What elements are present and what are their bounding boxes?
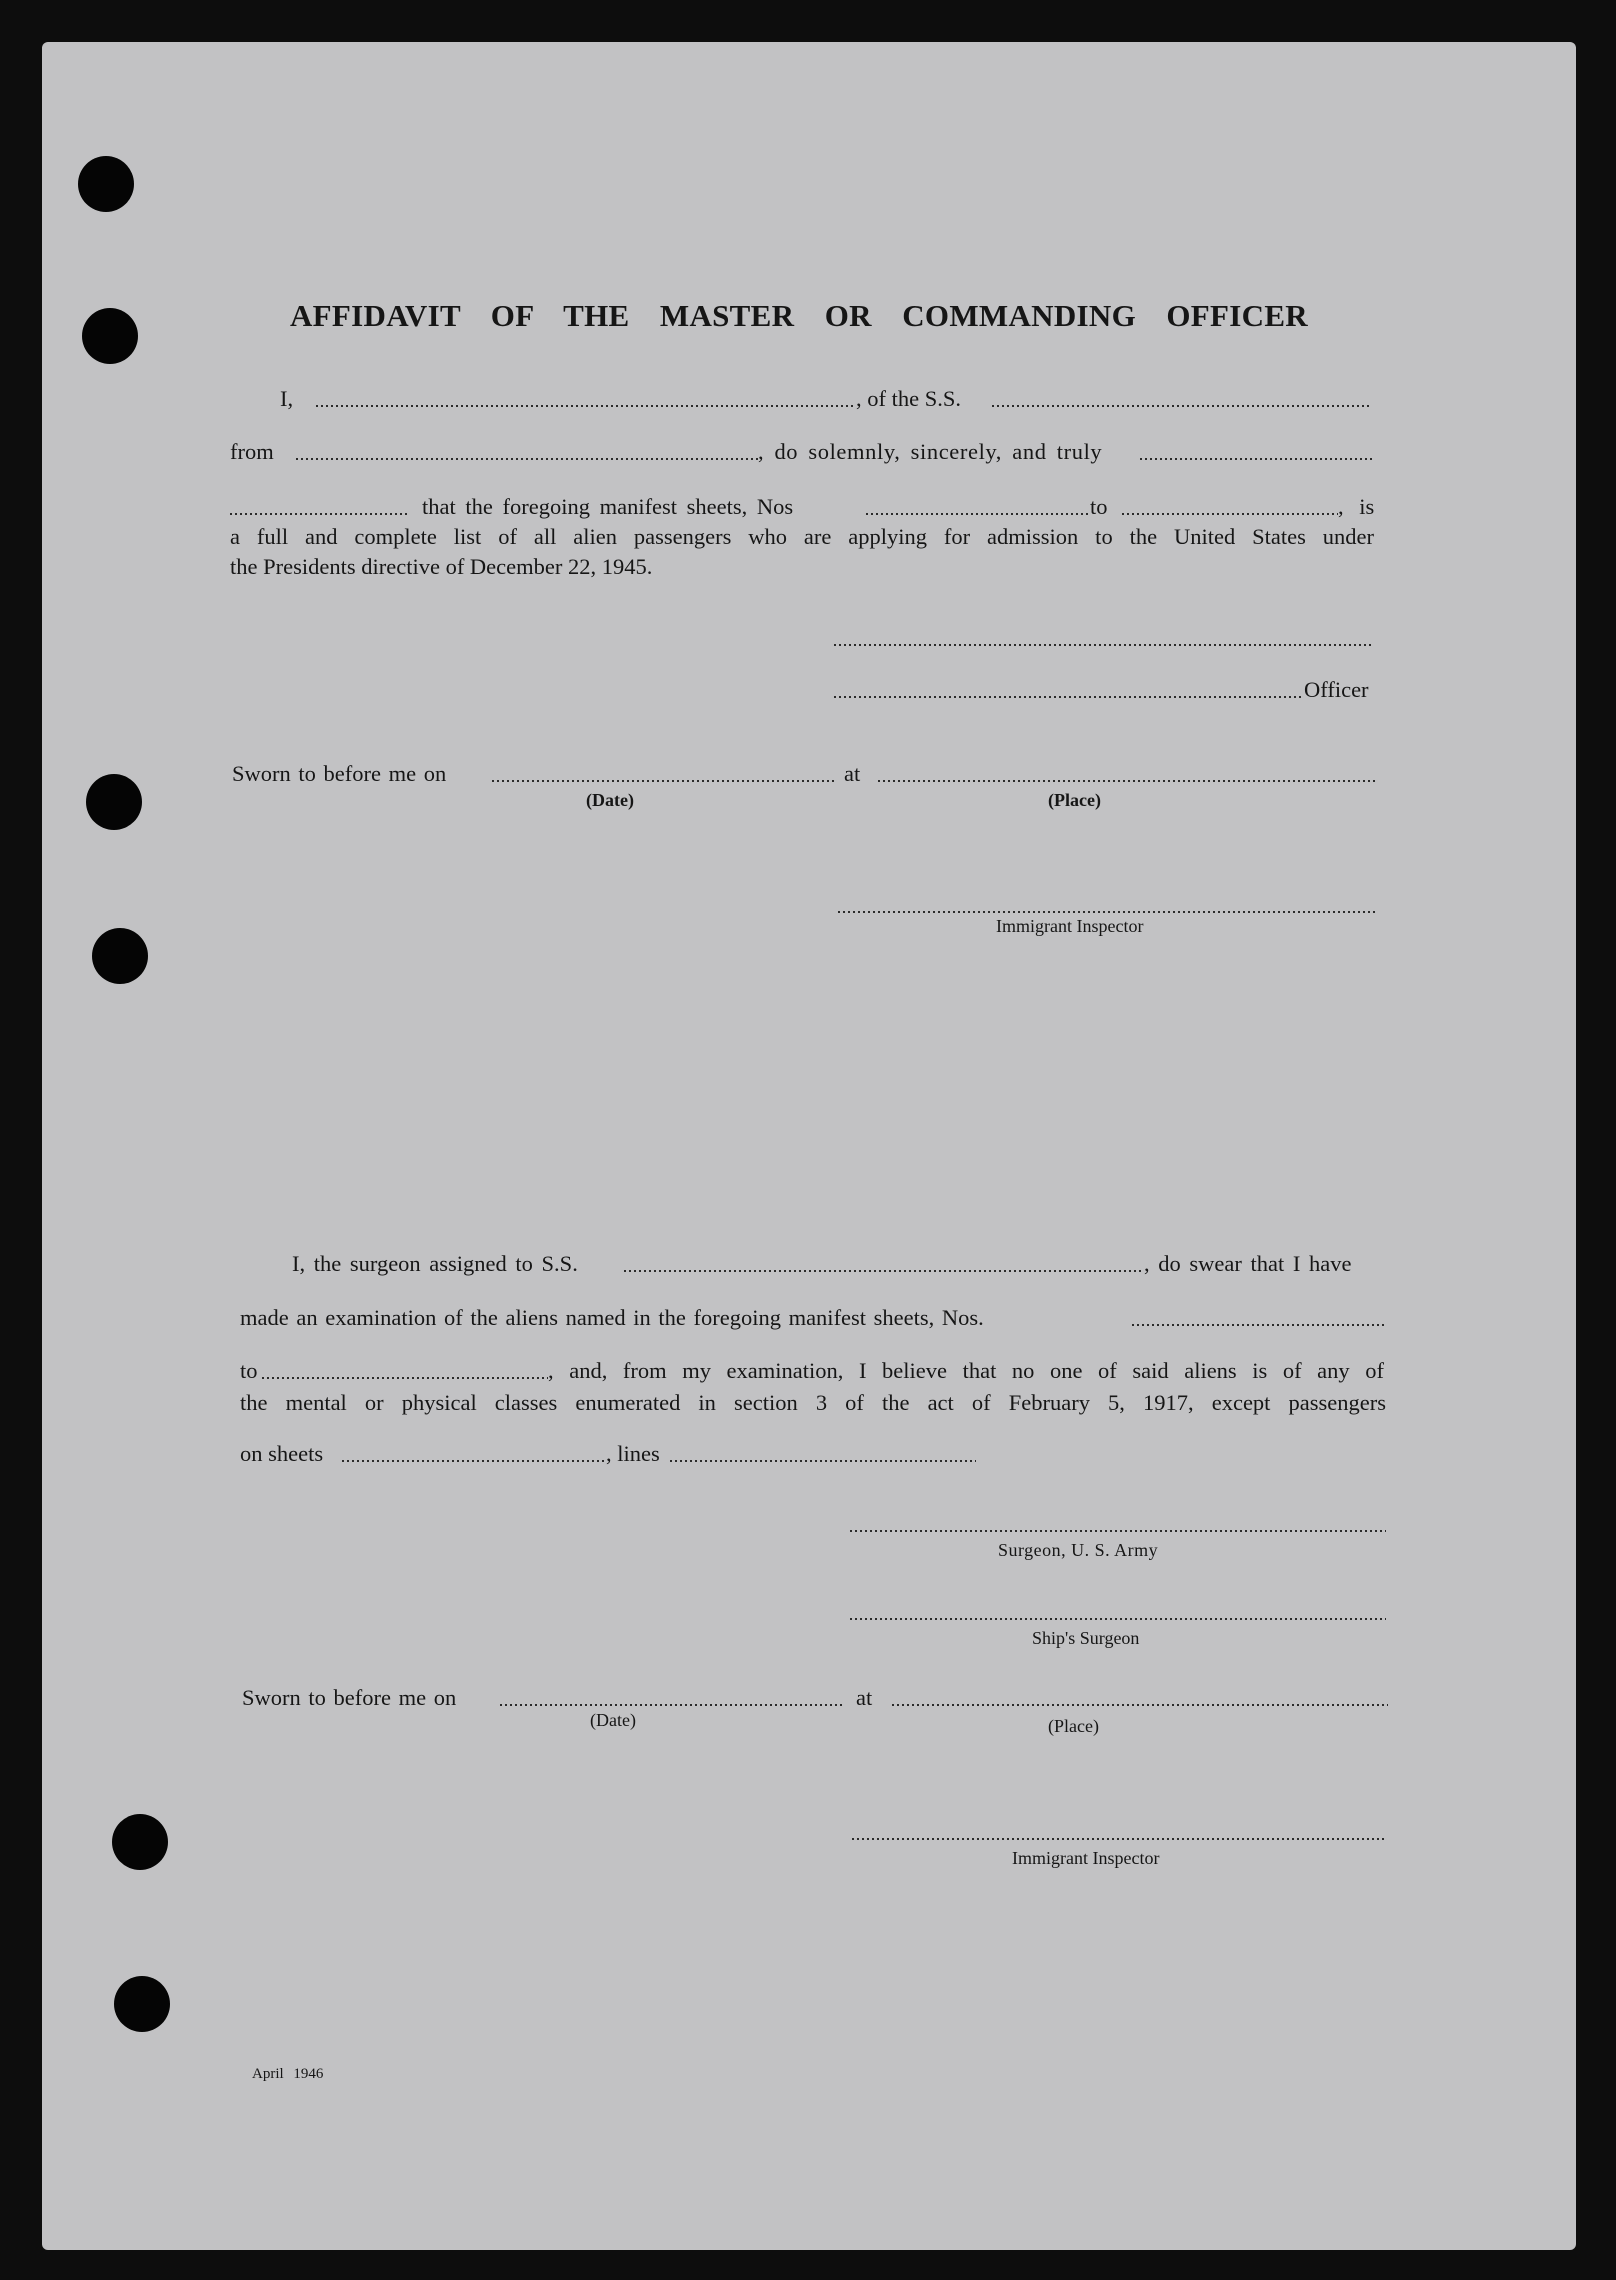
master-at-label: at — [844, 761, 861, 786]
master-inspector-label: Immigrant Inspector — [996, 916, 1144, 936]
surgeon-sheets-label: on sheets — [240, 1441, 324, 1466]
surgeon-swear-label: , do swear that I have — [1144, 1251, 1352, 1276]
surgeon-examination-label: made an examination of the aliens named in the foregoing manifest sheets, Nos. — [240, 1305, 984, 1330]
master-is-label: , is — [1338, 494, 1375, 519]
surgeon-at-label: at — [856, 1685, 873, 1710]
surgeon-to-label: to — [240, 1358, 258, 1383]
surgeon-sworn-label: Sworn to before me on — [242, 1685, 457, 1710]
master-date-label: (Date) — [586, 790, 634, 810]
surgeon-inspector-label: Immigrant Inspector — [1012, 1848, 1160, 1868]
ships-surgeon-label: Ship's Surgeon — [1032, 1628, 1140, 1648]
form-footer-date: April 1946 — [252, 2066, 324, 2082]
surgeon-lines-label: , lines — [606, 1441, 660, 1466]
surgeon-army-label: Surgeon, U. S. Army — [998, 1540, 1159, 1560]
master-directive-line: the Presidents directive of December 22, 1945. — [230, 554, 653, 579]
master-place-label: (Place) — [1048, 790, 1101, 810]
surgeon-classes-line: the mental or physical classes enumerated in section 3 of the act of February 5, 1917, except passengers — [240, 1390, 1386, 1415]
master-sworn-label: Sworn to before me on — [232, 761, 447, 786]
surgeon-assigned-label: I, the surgeon assigned to S.S. — [292, 1251, 578, 1276]
officer-label: Officer — [1304, 677, 1369, 702]
master-to-label: to — [1090, 494, 1108, 519]
master-statement-line: a full and complete list of all alien passengers who are applying for admission to the United States under — [230, 524, 1374, 549]
master-of-ss-label: , of the S.S. — [856, 386, 962, 411]
master-solemnly-label: , do solemnly, sincerely, and truly — [758, 439, 1103, 464]
master-i-label: I, — [280, 386, 294, 411]
master-from-label: from — [230, 439, 274, 464]
master-foregoing-label: that the foregoing manifest sheets, Nos — [422, 494, 794, 519]
surgeon-place-label: (Place) — [1048, 1716, 1099, 1736]
surgeon-belief-line: , and, from my examination, I believe that no one of said aliens is of any of — [548, 1358, 1384, 1383]
surgeon-date-label: (Date) — [590, 1710, 636, 1730]
form-title: AFFIDAVIT OF THE MASTER OR COMMANDING OFFICER — [290, 298, 1308, 333]
